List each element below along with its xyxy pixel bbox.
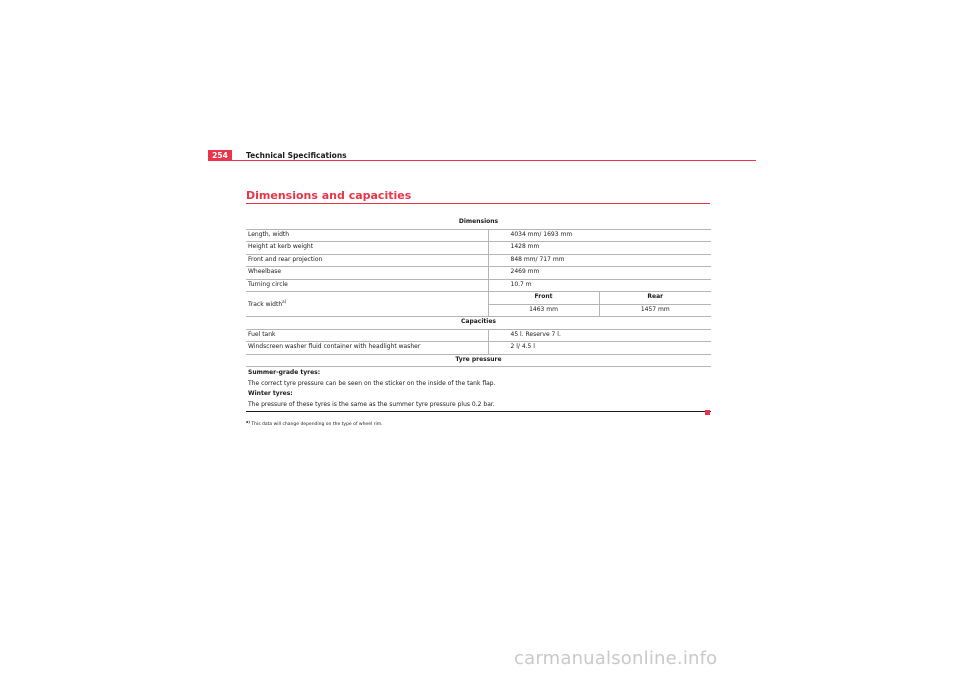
row-value: 4034 mm/ 1693 mm bbox=[488, 229, 711, 242]
winter-tyres-heading: Winter tyres: bbox=[248, 390, 293, 397]
table-row bbox=[246, 329, 711, 342]
row-value: 45 l. Reserve 7 l. bbox=[488, 329, 711, 342]
header-divider bbox=[208, 160, 756, 161]
row-label: Windscreen washer fluid container with headlight washer bbox=[246, 342, 488, 355]
footnote-text: This data will change depending on the type of wheel rim. bbox=[251, 422, 383, 427]
track-width-label-text: Track width bbox=[248, 300, 283, 308]
winter-tyres-text: The pressure of these tyres is the same as the summer tyre pressure plus 0.2 bar. bbox=[248, 400, 495, 408]
capacities-heading: Capacities bbox=[246, 317, 711, 330]
tyre-pressure-heading: Tyre pressure bbox=[246, 354, 711, 367]
row-label: Wheelbase bbox=[246, 267, 488, 280]
watermark: carmanualsonline.info bbox=[514, 648, 718, 669]
footnote-ref: a) bbox=[282, 298, 287, 304]
rear-track-value: 1457 mm bbox=[599, 304, 711, 317]
front-track-value: 1463 mm bbox=[488, 304, 599, 317]
table-row bbox=[246, 229, 711, 242]
table-row bbox=[246, 342, 711, 355]
footnote-marker: a) bbox=[246, 420, 250, 424]
section-divider bbox=[246, 203, 710, 204]
footnote bbox=[246, 420, 383, 427]
rear-heading: Rear bbox=[599, 292, 711, 305]
row-value: 10.7 m bbox=[488, 279, 711, 292]
row-label: Length, width bbox=[246, 229, 488, 242]
summer-tyres-heading: Summer-grade tyres: bbox=[248, 369, 321, 376]
table-row-capacities-heading bbox=[246, 317, 711, 330]
table-row-track-width-head bbox=[246, 292, 711, 305]
page-number: 254 bbox=[208, 150, 232, 161]
row-label: Front and rear projection bbox=[246, 254, 488, 267]
section-title: Dimensions and capacities bbox=[246, 189, 412, 202]
table-row-dimensions-heading bbox=[246, 217, 711, 229]
specifications-table bbox=[246, 217, 711, 412]
table-row bbox=[246, 242, 711, 255]
row-label: Turning circle bbox=[246, 279, 488, 292]
table-row-tyre-text bbox=[246, 367, 711, 412]
dimensions-heading: Dimensions bbox=[246, 217, 711, 229]
track-width-label bbox=[246, 292, 488, 317]
table-row-tyre-heading bbox=[246, 354, 711, 367]
row-value: 1428 mm bbox=[488, 242, 711, 255]
front-heading: Front bbox=[488, 292, 599, 305]
row-value: 2 l/ 4.5 l bbox=[488, 342, 711, 355]
row-value: 2469 mm bbox=[488, 267, 711, 280]
row-label: Fuel tank bbox=[246, 329, 488, 342]
section-end-marker bbox=[705, 410, 710, 415]
summer-tyres-text: The correct tyre pressure can be seen on the sticker on the inside of the tank flap. bbox=[248, 379, 496, 387]
table-row bbox=[246, 267, 711, 280]
row-value: 848 mm/ 717 mm bbox=[488, 254, 711, 267]
table-row bbox=[246, 254, 711, 267]
tyre-pressure-block bbox=[246, 367, 711, 412]
table-row bbox=[246, 279, 711, 292]
running-header-title: Technical Specifications bbox=[246, 151, 347, 160]
row-label: Height at kerb weight bbox=[246, 242, 488, 255]
